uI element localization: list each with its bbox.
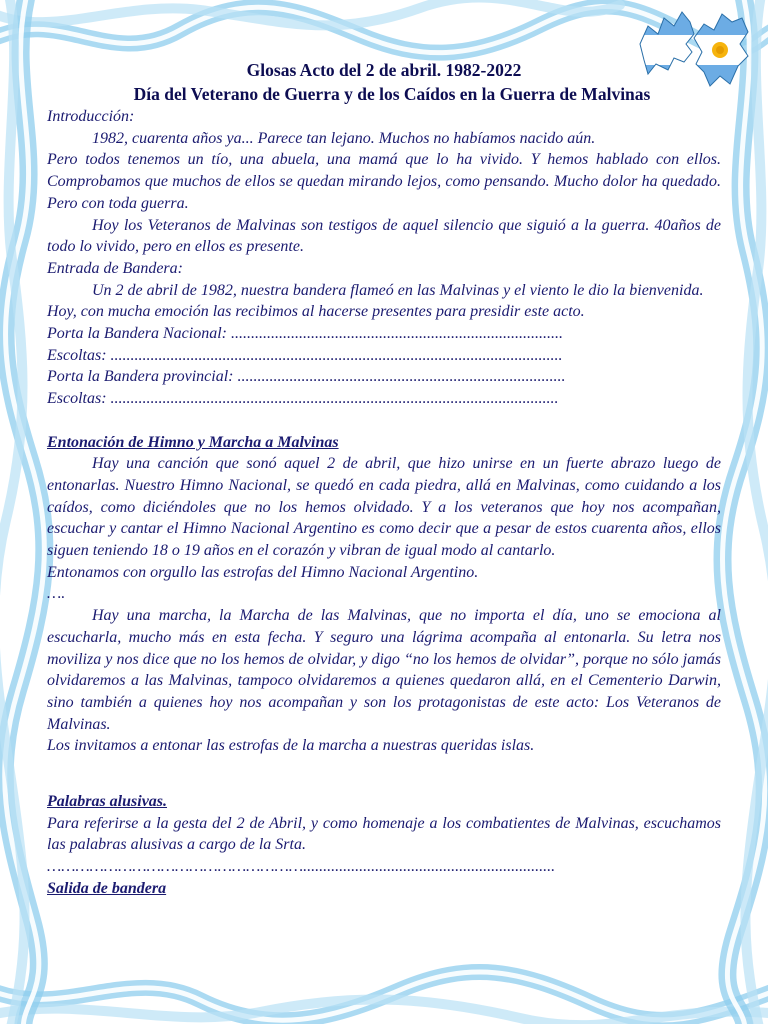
- himno-heading: Entonación de Himno y Marcha a Malvinas: [47, 433, 339, 451]
- porta-bandera-nacional-line: Porta la Bandera Nacional: ...................................................................................: [47, 325, 563, 343]
- himno-paragraph-1: Hay una canción que sonó aquel 2 de abril, que hizo unirse en un fuerte abrazo luego de entonarlas. Nuestro Himno Nacional, se quedó en cada piedra, allá en Malvinas, como cuidando a los caídos, como diciéndoles que no los hemos olvidado. Y a los veteranos que hoy nos acompañan, escuchar y cantar el Himno Nacional Argentino es como decir que a pesar de estos cuarenta años, ellos siguen teniendo 18 o 19 años en el corazón y vibran de igual modo al cantarlo.: [47, 455, 721, 560]
- palabras-heading: Palabras alusivas.: [47, 793, 168, 811]
- salida-heading: Salida de bandera: [47, 879, 167, 897]
- intro-paragraph-3: Hoy los Veteranos de Malvinas son testigos de aquel silencio que siguió a la guerra. 40años de todo lo vivido, pero en ellos es presente.: [47, 216, 721, 256]
- escoltas-line-1: Escoltas: .................................................................................................................: [47, 346, 563, 364]
- marcha-invitation: Los invitamos a entonar las estrofas de la marcha a nuestras queridas islas.: [47, 737, 535, 755]
- porta-bandera-provincial-line: Porta la Bandera provincial: ..................................................................................: [47, 368, 566, 386]
- entrada-paragraph-2: Hoy, con mucha emoción las recibimos al hacerse presentes para presidir este acto.: [47, 303, 585, 321]
- spacer: [47, 410, 721, 432]
- palabras-paragraph: Para referirse a la gesta del 2 de Abril, y como homenaje a los combatientes de Malvinas, escuchamos las palabras alusivas a cargo de la Srta.: [47, 814, 721, 854]
- intro-paragraph-2: Pero todos tenemos un tío, una abuela, una mamá que lo ha vivido. Y hemos hablado con ellos. Comprobamos que muchos de ellos se quedan mirando lejos, como pensando. Mucho dolor ha quedado. Pero con toda guerra.: [47, 151, 721, 212]
- marcha-paragraph: Hay una marcha, la Marcha de las Malvinas, que no importa el día, uno se emociona al escucharla, mucho más en esta fecha. Y seguro una lágrima acompaña al entonarla. Su letra nos moviliza y nos dice que no los hemos de olvidar, y digo “no los hemos de olvidar”, porque no sólo jamás olvidaremos a las Malvinas, tampoco olvidaremos a quienes quedaron allá, en el Cementerio Darwin, sino también a quienes hoy nos acompañan y son los protagonistas de este acto: Los Veteranos de Malvinas.: [47, 607, 721, 733]
- document-title: Glosas Acto del 2 de abril. 1982-2022: [246, 60, 522, 80]
- entrada-paragraph-1: Un 2 de abril de 1982, nuestra bandera flameó en las Malvinas y el viento le dio la bienvenida.: [92, 281, 704, 299]
- himno-ellipsis: ….: [47, 585, 66, 603]
- escoltas-line-2: Escoltas: ................................................................................................................: [47, 390, 559, 408]
- document-subtitle: Día del Veterano de Guerra y de los Caídos en la Guerra de Malvinas: [133, 84, 651, 104]
- entrada-label: Entrada de Bandera:: [47, 259, 183, 277]
- intro-label: Introducción:: [47, 108, 135, 125]
- intro-paragraph-1: 1982, cuarenta años ya... Parece tan lejano. Muchos no habíamos nacido aún.: [92, 129, 596, 147]
- himno-paragraph-2: Entonamos con orgullo las estrofas del Himno Nacional Argentino.: [47, 563, 479, 581]
- palabras-dots-line: ………………………………………………...............................................................: [47, 858, 556, 876]
- malvinas-flag-map-icon: [634, 4, 754, 96]
- document-body: [47, 106, 721, 900]
- spacer: [47, 757, 721, 791]
